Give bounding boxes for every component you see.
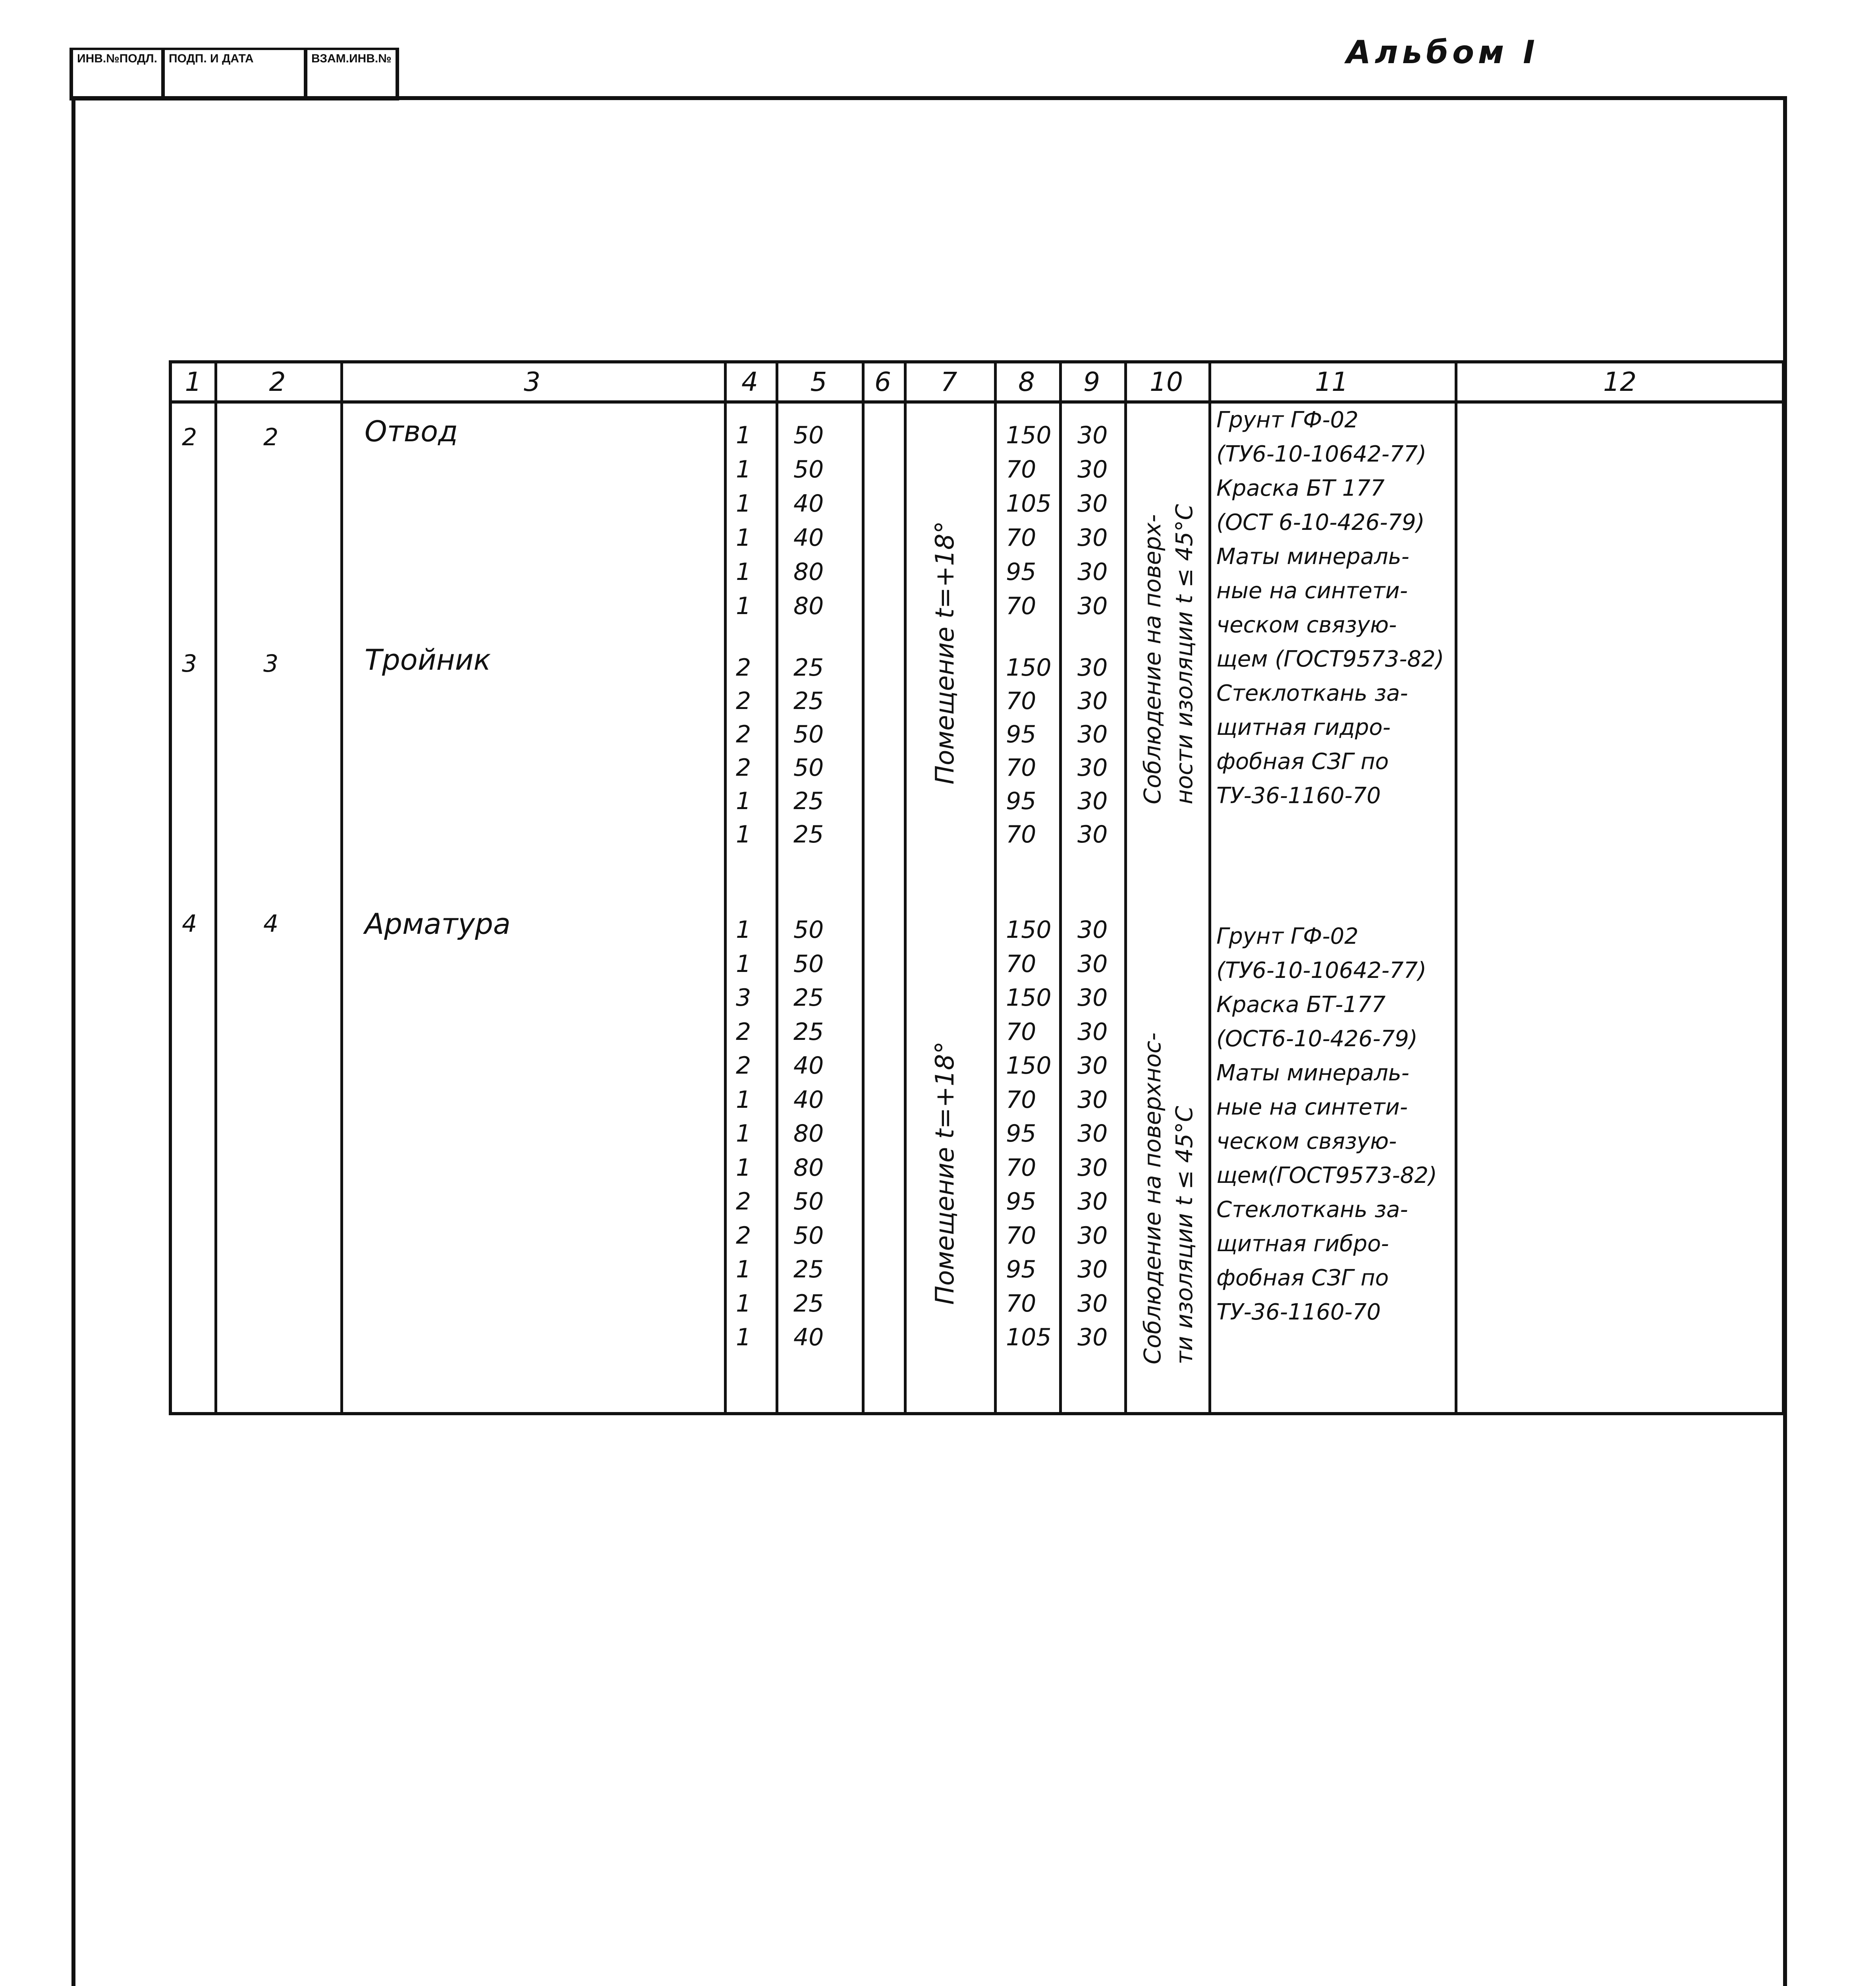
thick-cell: 70 (1006, 524, 1036, 552)
header-col-3: 3 (524, 367, 540, 397)
thick-cell: 70 (1006, 687, 1036, 715)
thick-cell: 150 (1006, 916, 1052, 944)
qty-cell: 2 (736, 1018, 751, 1046)
dia-cell: 40 (793, 490, 824, 518)
note-line: Грунт ГФ-02 (1216, 407, 1359, 433)
thick-cell: 95 (1006, 721, 1036, 748)
stamp-podp-data: ПОДП. И ДАТА (165, 50, 307, 97)
val-cell: 30 (1077, 456, 1108, 483)
note-line: Краска БТ 177 (1216, 475, 1385, 501)
val-cell: 30 (1077, 1289, 1108, 1318)
group-name: Отвод (365, 415, 458, 448)
note-line: щитная гидро- (1216, 715, 1391, 740)
group-pos: 4 (263, 910, 279, 938)
qty-cell: 1 (736, 1289, 751, 1318)
note-line: Краска БТ-177 (1216, 992, 1386, 1018)
header-col-12: 12 (1603, 367, 1637, 397)
qty-cell: 1 (736, 1323, 751, 1351)
header-col-5: 5 (810, 367, 827, 397)
dia-cell: 25 (793, 787, 824, 815)
thick-cell: 95 (1006, 1120, 1036, 1148)
note-line: Грунт ГФ-02 (1216, 923, 1359, 949)
dia-cell: 80 (793, 592, 824, 620)
surface-temp-b-2: ти изоляции t ≤ 45°С (1171, 1106, 1198, 1364)
note-line: щем (ГОСТ9573-82) (1216, 646, 1444, 672)
qty-cell: 2 (736, 721, 751, 748)
dia-cell: 40 (793, 1052, 824, 1080)
dia-cell: 80 (793, 1153, 824, 1182)
note-line: ТУ-36-1160-70 (1216, 1299, 1381, 1325)
thick-cell: 70 (1006, 1153, 1036, 1182)
thick-cell: 150 (1006, 421, 1052, 449)
val-cell: 30 (1077, 687, 1108, 715)
thick-cell: 70 (1006, 821, 1036, 848)
val-cell: 30 (1077, 1052, 1108, 1080)
qty-cell: 1 (736, 524, 751, 552)
dia-cell: 50 (793, 916, 824, 944)
qty-cell: 2 (736, 1052, 751, 1080)
val-cell: 30 (1077, 1153, 1108, 1182)
note-line: Маты минераль- (1216, 544, 1409, 570)
thick-cell: 150 (1006, 1052, 1052, 1080)
qty-cell: 1 (736, 456, 751, 483)
group-num: 3 (182, 650, 197, 678)
header-col-10: 10 (1150, 367, 1183, 397)
header-col-6: 6 (874, 367, 891, 397)
dia-cell: 25 (793, 654, 824, 682)
note-line: ные на синтети- (1216, 1094, 1408, 1120)
dia-cell: 40 (793, 1086, 824, 1114)
thick-cell: 105 (1006, 490, 1052, 518)
note-line: ТУ-36-1160-70 (1216, 783, 1381, 809)
val-cell: 30 (1077, 916, 1108, 944)
header-col-1: 1 (185, 367, 202, 397)
qty-cell: 1 (736, 1153, 751, 1182)
qty-cell: 1 (736, 490, 751, 518)
stamp-inv-podl: ИНВ.№ПОДЛ. (73, 50, 165, 97)
note-line: ческом связую- (1216, 612, 1397, 638)
note-line: Стеклоткань за- (1216, 680, 1408, 706)
group-name: Арматура (365, 907, 511, 941)
note-line: (ОСТ 6-10-426-79) (1216, 510, 1425, 535)
qty-cell: 3 (736, 984, 751, 1012)
header-col-2: 2 (269, 367, 286, 397)
note-line: Стеклоткань за- (1216, 1197, 1408, 1223)
surface-temp-b-1: Соблюдение на поверхнос- (1139, 1032, 1166, 1364)
dia-cell: 25 (793, 687, 824, 715)
dia-cell: 80 (793, 558, 824, 586)
dia-cell: 50 (793, 721, 824, 748)
qty-cell: 2 (736, 687, 751, 715)
qty-cell: 1 (736, 950, 751, 978)
notes-group-a (1216, 403, 1444, 813)
val-cell: 30 (1077, 787, 1108, 815)
val-cell: 30 (1077, 524, 1108, 552)
thick-cell: 70 (1006, 1018, 1036, 1046)
val-cell: 30 (1077, 950, 1108, 978)
dia-cell: 25 (793, 1018, 824, 1046)
qty-cell: 1 (736, 787, 751, 815)
qty-cell: 2 (736, 1188, 751, 1215)
note-line: щем(ГОСТ9573-82) (1216, 1163, 1437, 1188)
room-temp-a: Помещение t=+18° (930, 521, 960, 784)
val-cell: 30 (1077, 1018, 1108, 1046)
header-col-11: 11 (1315, 367, 1348, 397)
album-label: Альбом I (1346, 34, 1539, 71)
dia-cell: 50 (793, 456, 824, 483)
val-cell: 30 (1077, 654, 1108, 682)
notes-group-b (1216, 920, 1437, 1329)
group-num: 2 (182, 423, 197, 451)
qty-cell: 1 (736, 821, 751, 848)
thick-cell: 70 (1006, 1221, 1036, 1250)
note-line: щитная гибро- (1216, 1231, 1389, 1257)
val-cell: 30 (1077, 558, 1108, 586)
header-col-7: 7 (940, 367, 957, 397)
val-cell: 30 (1077, 754, 1108, 782)
note-line: Маты минераль- (1216, 1060, 1409, 1086)
qty-cell: 2 (736, 1221, 751, 1250)
surface-temp-a-2: ности изоляции t ≤ 45°С (1171, 504, 1198, 804)
val-cell: 30 (1077, 821, 1108, 848)
qty-cell: 1 (736, 558, 751, 586)
note-line: (ОСТ6-10-426-79) (1216, 1026, 1418, 1052)
qty-cell: 1 (736, 1120, 751, 1148)
dia-cell: 80 (793, 1120, 824, 1148)
group-pos: 2 (263, 423, 279, 451)
surface-temp-a-1: Соблюдение на поверх- (1139, 514, 1166, 804)
qty-cell: 1 (736, 1086, 751, 1114)
dia-cell: 50 (793, 754, 824, 782)
note-line: ные на синтети- (1216, 578, 1408, 604)
qty-cell: 2 (736, 654, 751, 682)
dia-cell: 50 (793, 421, 824, 449)
val-cell: 30 (1077, 1188, 1108, 1215)
thick-cell: 150 (1006, 984, 1052, 1012)
val-cell: 30 (1077, 490, 1108, 518)
val-cell: 30 (1077, 1120, 1108, 1148)
thick-cell: 70 (1006, 592, 1036, 620)
stamp-vzam-inv: ВЗАМ.ИНВ.№ (311, 52, 392, 65)
thick-cell: 70 (1006, 1086, 1036, 1114)
dia-cell: 25 (793, 1289, 824, 1318)
val-cell: 30 (1077, 1221, 1108, 1250)
group-name: Тройник (365, 643, 491, 676)
room-temp-b: Помещение t=+18° (930, 1041, 960, 1305)
qty-cell: 1 (736, 421, 751, 449)
qty-cell: 2 (736, 754, 751, 782)
thick-cell: 95 (1006, 787, 1036, 815)
dia-cell: 25 (793, 821, 824, 848)
val-cell: 30 (1077, 592, 1108, 620)
insulation-table (169, 360, 1785, 1415)
qty-cell: 1 (736, 1256, 751, 1283)
thick-cell: 105 (1006, 1323, 1052, 1351)
thick-cell: 70 (1006, 754, 1036, 782)
note-line: фобная СЗГ по (1216, 1265, 1389, 1291)
thick-cell: 150 (1006, 654, 1052, 682)
val-cell: 30 (1077, 421, 1108, 449)
header-col-8: 8 (1018, 367, 1035, 397)
val-cell: 30 (1077, 984, 1108, 1012)
dia-cell: 25 (793, 1256, 824, 1283)
dia-cell: 40 (793, 524, 824, 552)
val-cell: 30 (1077, 721, 1108, 748)
group-num: 4 (182, 910, 197, 938)
header-col-4: 4 (741, 367, 758, 397)
thick-cell: 70 (1006, 456, 1036, 483)
dia-cell: 50 (793, 1221, 824, 1250)
qty-cell: 1 (736, 916, 751, 944)
dia-cell: 25 (793, 984, 824, 1012)
qty-cell: 1 (736, 592, 751, 620)
val-cell: 30 (1077, 1323, 1108, 1351)
dia-cell: 50 (793, 950, 824, 978)
note-line: фобная СЗГ по (1216, 749, 1389, 775)
group-pos: 3 (263, 650, 279, 678)
header-col-9: 9 (1083, 367, 1100, 397)
note-line: ческом связую- (1216, 1128, 1397, 1154)
dia-cell: 40 (793, 1323, 824, 1351)
thick-cell: 70 (1006, 1289, 1036, 1318)
dia-cell: 50 (793, 1188, 824, 1215)
top-stamp (69, 48, 399, 100)
val-cell: 30 (1077, 1086, 1108, 1114)
thick-cell: 70 (1006, 950, 1036, 978)
note-line: (ТУ6-10-10642-77) (1216, 441, 1426, 467)
thick-cell: 95 (1006, 1256, 1036, 1283)
val-cell: 30 (1077, 1256, 1108, 1283)
note-line: (ТУ6-10-10642-77) (1216, 958, 1426, 983)
thick-cell: 95 (1006, 1188, 1036, 1215)
thick-cell: 95 (1006, 558, 1036, 586)
